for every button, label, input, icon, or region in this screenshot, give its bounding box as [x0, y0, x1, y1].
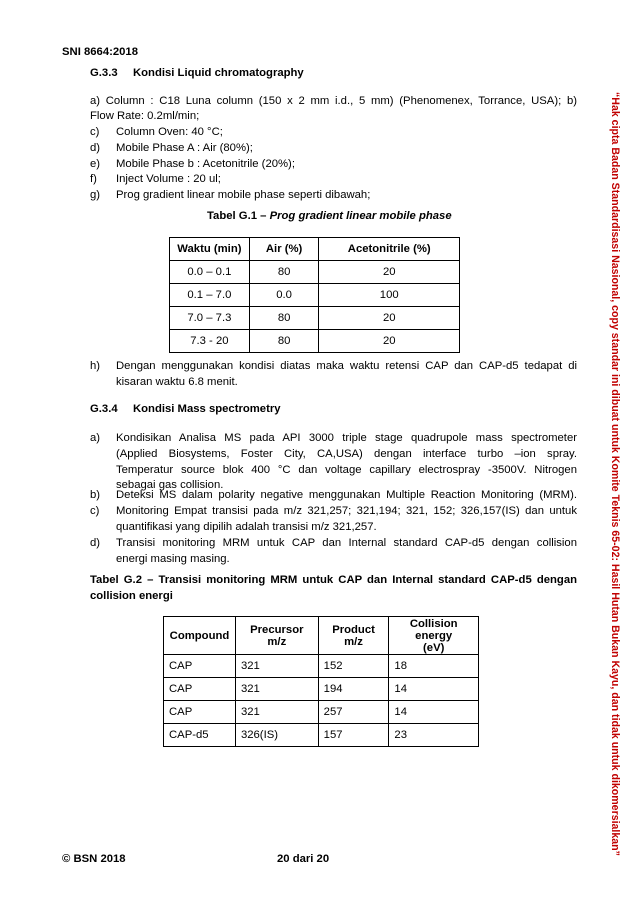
- table2-caption-line2: collision energi: [90, 590, 173, 602]
- table-cell: 80: [249, 330, 319, 353]
- watermark-text: “Hak cipta Badan Standardisasi Nasional, copy standar ini dibuat untuk Komite Teknis 65-02: Hasil Hutan Bukan Kayu, dan tidak untuk dikomersialkan”: [609, 92, 621, 856]
- table-row: [164, 724, 479, 747]
- section-g33-title: Kondisi Liquid chromatography: [133, 67, 304, 79]
- table1-header-cell: Waktu (min): [170, 238, 250, 261]
- table-cell: 257: [318, 701, 389, 724]
- list-item-marker: e): [90, 158, 101, 170]
- list-item-marker: a): [90, 432, 101, 444]
- table2-body: [164, 655, 479, 747]
- copyright-watermark: [607, 92, 621, 856]
- list-item-marker: c): [90, 505, 100, 517]
- list-item-marker: b): [90, 489, 101, 501]
- footer-page-number: 20 dari 20: [277, 853, 330, 865]
- table2-header-cell: [164, 617, 236, 655]
- item-a-line2: Flow Rate: 0.2ml/min;: [90, 110, 200, 122]
- table-cell: 14: [389, 701, 479, 724]
- table2-header-cell: [389, 617, 479, 655]
- table-cell: 20: [319, 330, 460, 353]
- table-row: [170, 261, 460, 284]
- table2-header-cell: [235, 617, 318, 655]
- table-cell: 0.0: [249, 284, 319, 307]
- table2-header-row: [164, 617, 479, 655]
- table1-header-row: [170, 238, 460, 261]
- table1-caption: [207, 210, 452, 222]
- header-line-2: m/z: [267, 635, 287, 648]
- table-cell: 194: [318, 678, 389, 701]
- list-item-line: Temperatur source blok 400 °C dan voltage capillary electrospray -3500V. Nitrogen: [116, 464, 577, 476]
- section-g33-number: G.3.3: [90, 67, 118, 79]
- list-item-line: Deteksi MS dalam polarity negative menggunakan Multiple Reaction Monitoring (MRM).: [116, 489, 577, 501]
- section-g34-number: G.3.4: [90, 403, 118, 415]
- section-g34-title: Kondisi Mass spectrometry: [133, 403, 281, 415]
- list-item-marker: d): [90, 537, 101, 549]
- table2-caption-line1: Tabel G.2 – Transisi monitoring MRM untuk CAP dan Internal standard CAP-d5 dengan: [90, 574, 577, 586]
- table-cell: 7.0 – 7.3: [170, 307, 250, 330]
- table-cell: CAP: [164, 678, 236, 701]
- document-code: SNI 8664:2018: [62, 46, 138, 58]
- table1-header-cell: Acetonitrile (%): [319, 238, 460, 261]
- table-row: [170, 307, 460, 330]
- table1-caption-prefix: Tabel G.1 –: [207, 210, 270, 222]
- item-a-line1: a) Column : C18 Luna column (150 x 2 mm i.d., 5 mm) (Phenomenex, Torrance, USA); b): [90, 95, 577, 107]
- list-item-marker: c): [90, 126, 100, 138]
- table-cell: 14: [389, 678, 479, 701]
- table-cell: CAP: [164, 701, 236, 724]
- table-cell: 20: [319, 261, 460, 284]
- table2-header-cell: [318, 617, 389, 655]
- list-item-text: Inject Volume : 20 ul;: [116, 173, 221, 185]
- list-item-marker: d): [90, 142, 101, 154]
- table-cell: 321: [235, 701, 318, 724]
- header-line-1: Product: [332, 623, 375, 636]
- table-cell: 321: [235, 655, 318, 678]
- table2: [163, 616, 479, 747]
- list-item-line: quantifikasi yang dipilih adalah transisi m/z 321,257.: [116, 521, 377, 533]
- item-h-line2: kisaran waktu 6.8 menit.: [116, 376, 238, 388]
- table1-body: [170, 261, 460, 353]
- list-item-line: (Applied Biosystems, Foster City, CA,USA) dengan interface turbo –ion spray.: [116, 448, 577, 460]
- table-row: [164, 655, 479, 678]
- table-cell: 100: [319, 284, 460, 307]
- list-item-marker: g): [90, 189, 101, 201]
- list-item-line: sebagai gas collision.: [116, 479, 224, 491]
- table-row: [170, 330, 460, 353]
- header-line-2: m/z: [344, 635, 363, 648]
- table-cell: 0.0 – 0.1: [170, 261, 250, 284]
- table-cell: 152: [318, 655, 389, 678]
- table-cell: 321: [235, 678, 318, 701]
- table-cell: 80: [249, 307, 319, 330]
- table-cell: CAP-d5: [164, 724, 236, 747]
- table-cell: 80: [249, 261, 319, 284]
- table-cell: 7.3 - 20: [170, 330, 250, 353]
- item-h-line1: Dengan menggunakan kondisi diatas maka waktu retensi CAP dan CAP-d5 tedapat di: [116, 360, 577, 372]
- list-item-marker: f): [90, 173, 97, 185]
- table1-header-cell: Air (%): [249, 238, 319, 261]
- list-item-text: Column Oven: 40 °C;: [116, 126, 223, 138]
- list-item-line: Kondisikan Analisa MS pada API 3000 triple stage quadrupole mass spectrometer: [116, 432, 577, 444]
- header-line-1: Compound: [169, 629, 230, 642]
- table-cell: 18: [389, 655, 479, 678]
- list-item-text: Prog gradient linear mobile phase seperti dibawah;: [116, 189, 371, 201]
- header-line-1: Collision energy: [409, 617, 458, 642]
- table-cell: 23: [389, 724, 479, 747]
- list-item-line: Transisi monitoring MRM untuk CAP dan Internal standard CAP-d5 dengan collision: [116, 537, 577, 549]
- table-row: [164, 701, 479, 724]
- table-cell: 157: [318, 724, 389, 747]
- list-item-text: Mobile Phase A : Air (80%);: [116, 142, 253, 154]
- table1: [169, 237, 460, 353]
- table-cell: 326(IS): [235, 724, 318, 747]
- list-item-line: Monitoring Empat transisi pada m/z 321,257; 321,194; 321, 152; 326,157(IS) dan untuk: [116, 505, 577, 517]
- list-item-text: Mobile Phase b : Acetonitrile (20%);: [116, 158, 295, 170]
- footer-copyright: © BSN 2018: [62, 853, 126, 865]
- table-row: [164, 678, 479, 701]
- header-line-1: Precursor: [250, 623, 304, 636]
- table-cell: CAP: [164, 655, 236, 678]
- table-cell: 0.1 – 7.0: [170, 284, 250, 307]
- list-item-line: energi masing masing.: [116, 553, 230, 565]
- table-cell: 20: [319, 307, 460, 330]
- item-h-marker: h): [90, 360, 101, 372]
- header-line-2: (eV): [423, 641, 445, 654]
- table1-caption-italic: Prog gradient linear mobile phase: [269, 210, 452, 222]
- table-row: [170, 284, 460, 307]
